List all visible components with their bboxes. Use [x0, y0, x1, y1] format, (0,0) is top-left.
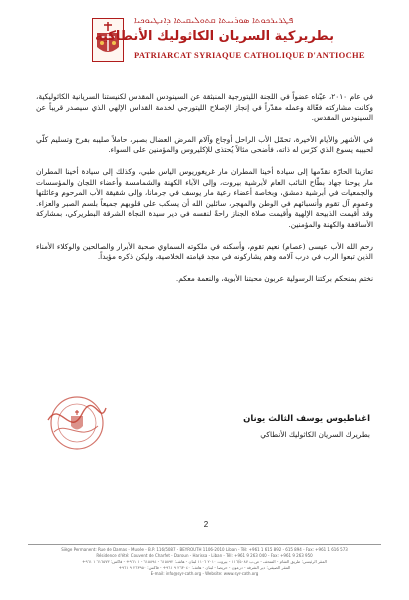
signatory-title: بطريرك السريان الكاثوليك الأنطاكي [260, 430, 370, 439]
signature-block [170, 414, 370, 439]
paragraph: نختم بمنحكم بركتنا الرسولية عربون محبتنا الأبوية، والنعمة معكم. [175, 273, 373, 283]
paragraph: في عام ٢٠١٠، عيّناه عضواً في اللجنة الليتورجية المنبثقة عن السينودس المقدس لكنيستنا السريانية الكاثوليكية، وكانت مشاركته فعّالة وعمله مقدّراً في إنجاز الإصلاح الليتورجي لخدمة القداس الإلهي الذي سيصدر قريباً عن السينودس المقدس. [36, 92, 373, 123]
signatory-name: اغناطيوس يوسف الثالث يونان [243, 414, 370, 424]
paragraph: تعازينا الحارّة نقدّمها إلى سيادة أخينا المطران مار غريغوريوس الياس طبي، وكذلك إلى سيادة أخينا المطران مار يوحنا جهاد بطّاح النائب العام لأبرشية بيروت، وإلى الآباء الكهنة والشمامسة وأعضاء اللجان والمؤسسات والجمعيات في أبرشية دمشق، وبخاصة أعضاء رعية مار يوسف في جرمانا، وإلى شقيقة الأب المرحوم وعائلتها وعموم آل تقوم وأنسبائهم في الوطن والمهجر، سائلين الله أن يسكب على قلوبهم جميعاً بلسم الصبر والعزاء. وقد أقيمت الذبيحة الإلهية وأقيمت صلاة الجناز راحةً لنفسه في دير سيدة النجاة الشرقة البطريركي، بمشاركة الأساقفة والكهنة والمؤمنين. [36, 166, 373, 229]
footer [28, 544, 381, 577]
footer-line: Résidence d'été: Couvent de Charfet - Daroun - Harissa - Liban - Tél: +961 9 263 040 - Fax: +961 9 263 950 [96, 553, 313, 558]
footer-line: المقر الصيفي: دير الشرفة - درعون - حريصا - لبنان - هاتف: ٢٦٣٠٤٠ ٩ ٩٦١+ - فاكس: ٢٦٣٩٥٠ ٩ ٩٦١+ [118, 565, 291, 570]
arabic-title: بطريركية السريان الكاثوليك الأنطاكية [95, 29, 334, 44]
letter-body [36, 92, 373, 295]
footer-contact: E-mail: info@syr-cath.org - Website: www.syr-cath.org [150, 571, 259, 576]
patriarchal-seal-icon [40, 386, 114, 460]
letterhead [0, 14, 409, 82]
page-number: 2 [203, 520, 209, 529]
french-title: PATRIARCAT SYRIAQUE CATHOLIQUE D'ANTIOCHE [134, 50, 365, 60]
footer-line: Siège Permanent: Rue de Damas - Musée - B.P. 116/5087 - BEYROUTH 1106-2010 Liban - Tél: +961 1 615 892 - 615 894 - Fax: +961 1 616 573 [61, 547, 348, 552]
footer-line: المقر الرئيسي: طريق الشام - المتحف - ص.ب ١١٦/٥٠٨٧ - بيروت ٢٠١٠ ١١٠٦ لبنان - هاتف: ٦١٥٨٩٢ - ٦١٥٨٩٤ - ١ ٩٦١+ - فاكس: ٦١٦٥٧٣ ١ ٩٦١+ [82, 559, 327, 564]
paragraph: في الأشهر والأيام الأخيرة، تحمّل الأب الراحل أوجاع وآلام المرض العضال بصبر، حاملاً صليبه بفرح وتسليم كلّي لحبيبه يسوع الذي كرّس له ذاته، فأضحى مثالاً يُحتذى للإكليروس والمؤمنين على السواء. [36, 134, 373, 155]
syriac-title: ܦܛܪܝܪܟܘܬܐ ܣܘܪܝܝܬܐ ܩܬܘܠܝܩܝܬܐ ܕܐܢܛܝܘܟܝܐ [134, 16, 294, 26]
paragraph: رحم الله الأب عيسى (عصام) نعيم تقوم، وأسكنه في ملكوته السماوي صحبة الأبرار والصالحين والوكلاء الأمناء الذين تبعوا الرب في درب آلامه وهم يشاركونه في مجد قيامته الخلاصية، وليكن ذكره مؤبداً. [36, 241, 373, 262]
